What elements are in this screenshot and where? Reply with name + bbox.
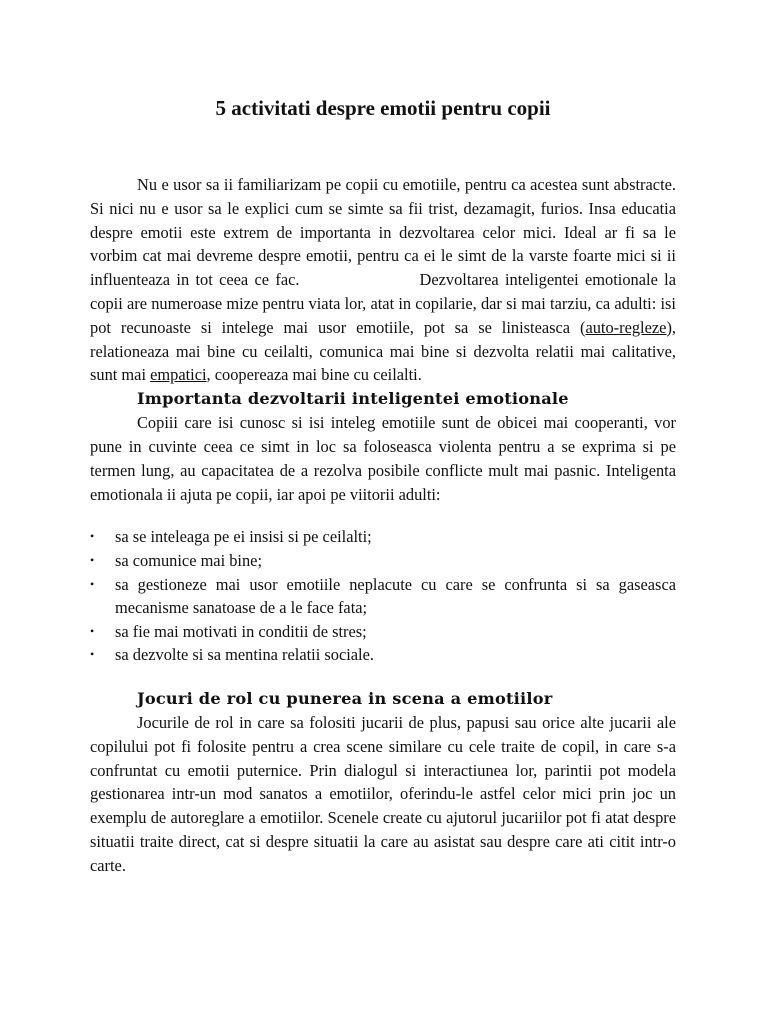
list-item <box>90 620 676 644</box>
benefits-list <box>90 525 676 667</box>
list-item <box>90 643 676 667</box>
section-heading-importance: Importanta dezvoltarii inteligentei emotionale <box>137 389 569 409</box>
section-heading-roleplay: Jocuri de rol cu punerea in scena a emotiilor <box>137 688 553 708</box>
roleplay-paragraph: Jocurile de rol in care sa folositi jucarii de plus, papusi sau orice alte jucarii ale copilului pot fi folosite pentru a crea scene similare cu cele traite de copil, in care s-a confruntat cu emotii puternice. Prin dialogul si interactiunea lor, parintii pot modela gestionarea intr-un mod sanatos a emotiilor, oferindu-le astfel celor mici prin joc un exemplu de autoreglare a emotiilor. Scenele create cu ajutorul jucariilor pot fi atat despre situatii traite direct, cat si despre situatii la care au asistat sau despre care ati citit intr-o carte. <box>90 712 676 875</box>
intro-text-part-4: , coopereaza mai bine cu ceilalti. <box>206 365 422 385</box>
intro-text-part-2: Dezvoltarea inteligentei emotionale la copii are numeroase mize pentru viata lor, atat in copilarie, dar si mai tarziu, ca adulti: isi pot recunoaste si intelege mai usor emotiile, pot sa se linisteasca ( <box>90 270 676 337</box>
bullet-icon: • <box>90 623 95 638</box>
intro-text-part-3: ), relationeaza mai bine cu ceilalti, comunica mai bine si dezvolta relatii mai calitative, sunt mai <box>90 317 676 385</box>
list-item-text: sa comunice mai bine; <box>115 550 263 570</box>
intro-text-part-1: Nu e usor sa ii familiarizam pe copii cu emotiile, pentru ca acestea sunt abstracte. Si nici nu e usor sa le explici cum se simte sa fii trist, dezamagit, furios. Insa educatia despre emotii este extrem de importanta in dezvoltarea celor mici. Ideal ar fi sa le vorbim cat mai devreme despre emotii, pentru ca ei le simt de la varste foarte mici si ii influenteaza in tot ceea ce fac. <box>90 175 676 290</box>
list-item <box>90 573 676 620</box>
list-item-text: sa dezvolte si sa mentina relatii sociale. <box>115 645 374 665</box>
list-item <box>90 525 676 549</box>
intro-paragraph <box>90 173 676 387</box>
empatici-link[interactable]: empatici <box>150 365 207 385</box>
list-item-text: sa fie mai motivati in conditii de stres; <box>115 621 367 641</box>
list-item <box>90 549 676 573</box>
list-item-text: sa gestioneze mai usor emotiile neplacute cu care se confrunta si sa gaseasca mecanisme sanatoase de a le face fata; <box>115 574 676 618</box>
page-title: 5 activitati despre emotii pentru copii <box>215 96 551 120</box>
importance-paragraph: Copiii care isi cunosc si isi inteleg emotiile sunt de obicei mai cooperanti, vor pune in cuvinte ceea ce simt in loc sa foloseasca violenta pentru a se exprima si pe termen lung, au capacitatea de a rezolva posibile conflicte mult mai pasnic. Inteligenta emotionala ii ajuta pe copii, iar apoi pe viitorii adulti: <box>90 413 676 504</box>
bullet-icon: • <box>90 529 95 544</box>
bullet-icon: • <box>90 576 95 591</box>
list-item-text: sa se inteleaga pe ei insisi si pe ceilalti; <box>115 527 372 547</box>
bullet-icon: • <box>90 552 95 567</box>
auto-regleze-link[interactable]: auto-regleze <box>585 317 667 337</box>
bullet-icon: • <box>90 647 95 662</box>
